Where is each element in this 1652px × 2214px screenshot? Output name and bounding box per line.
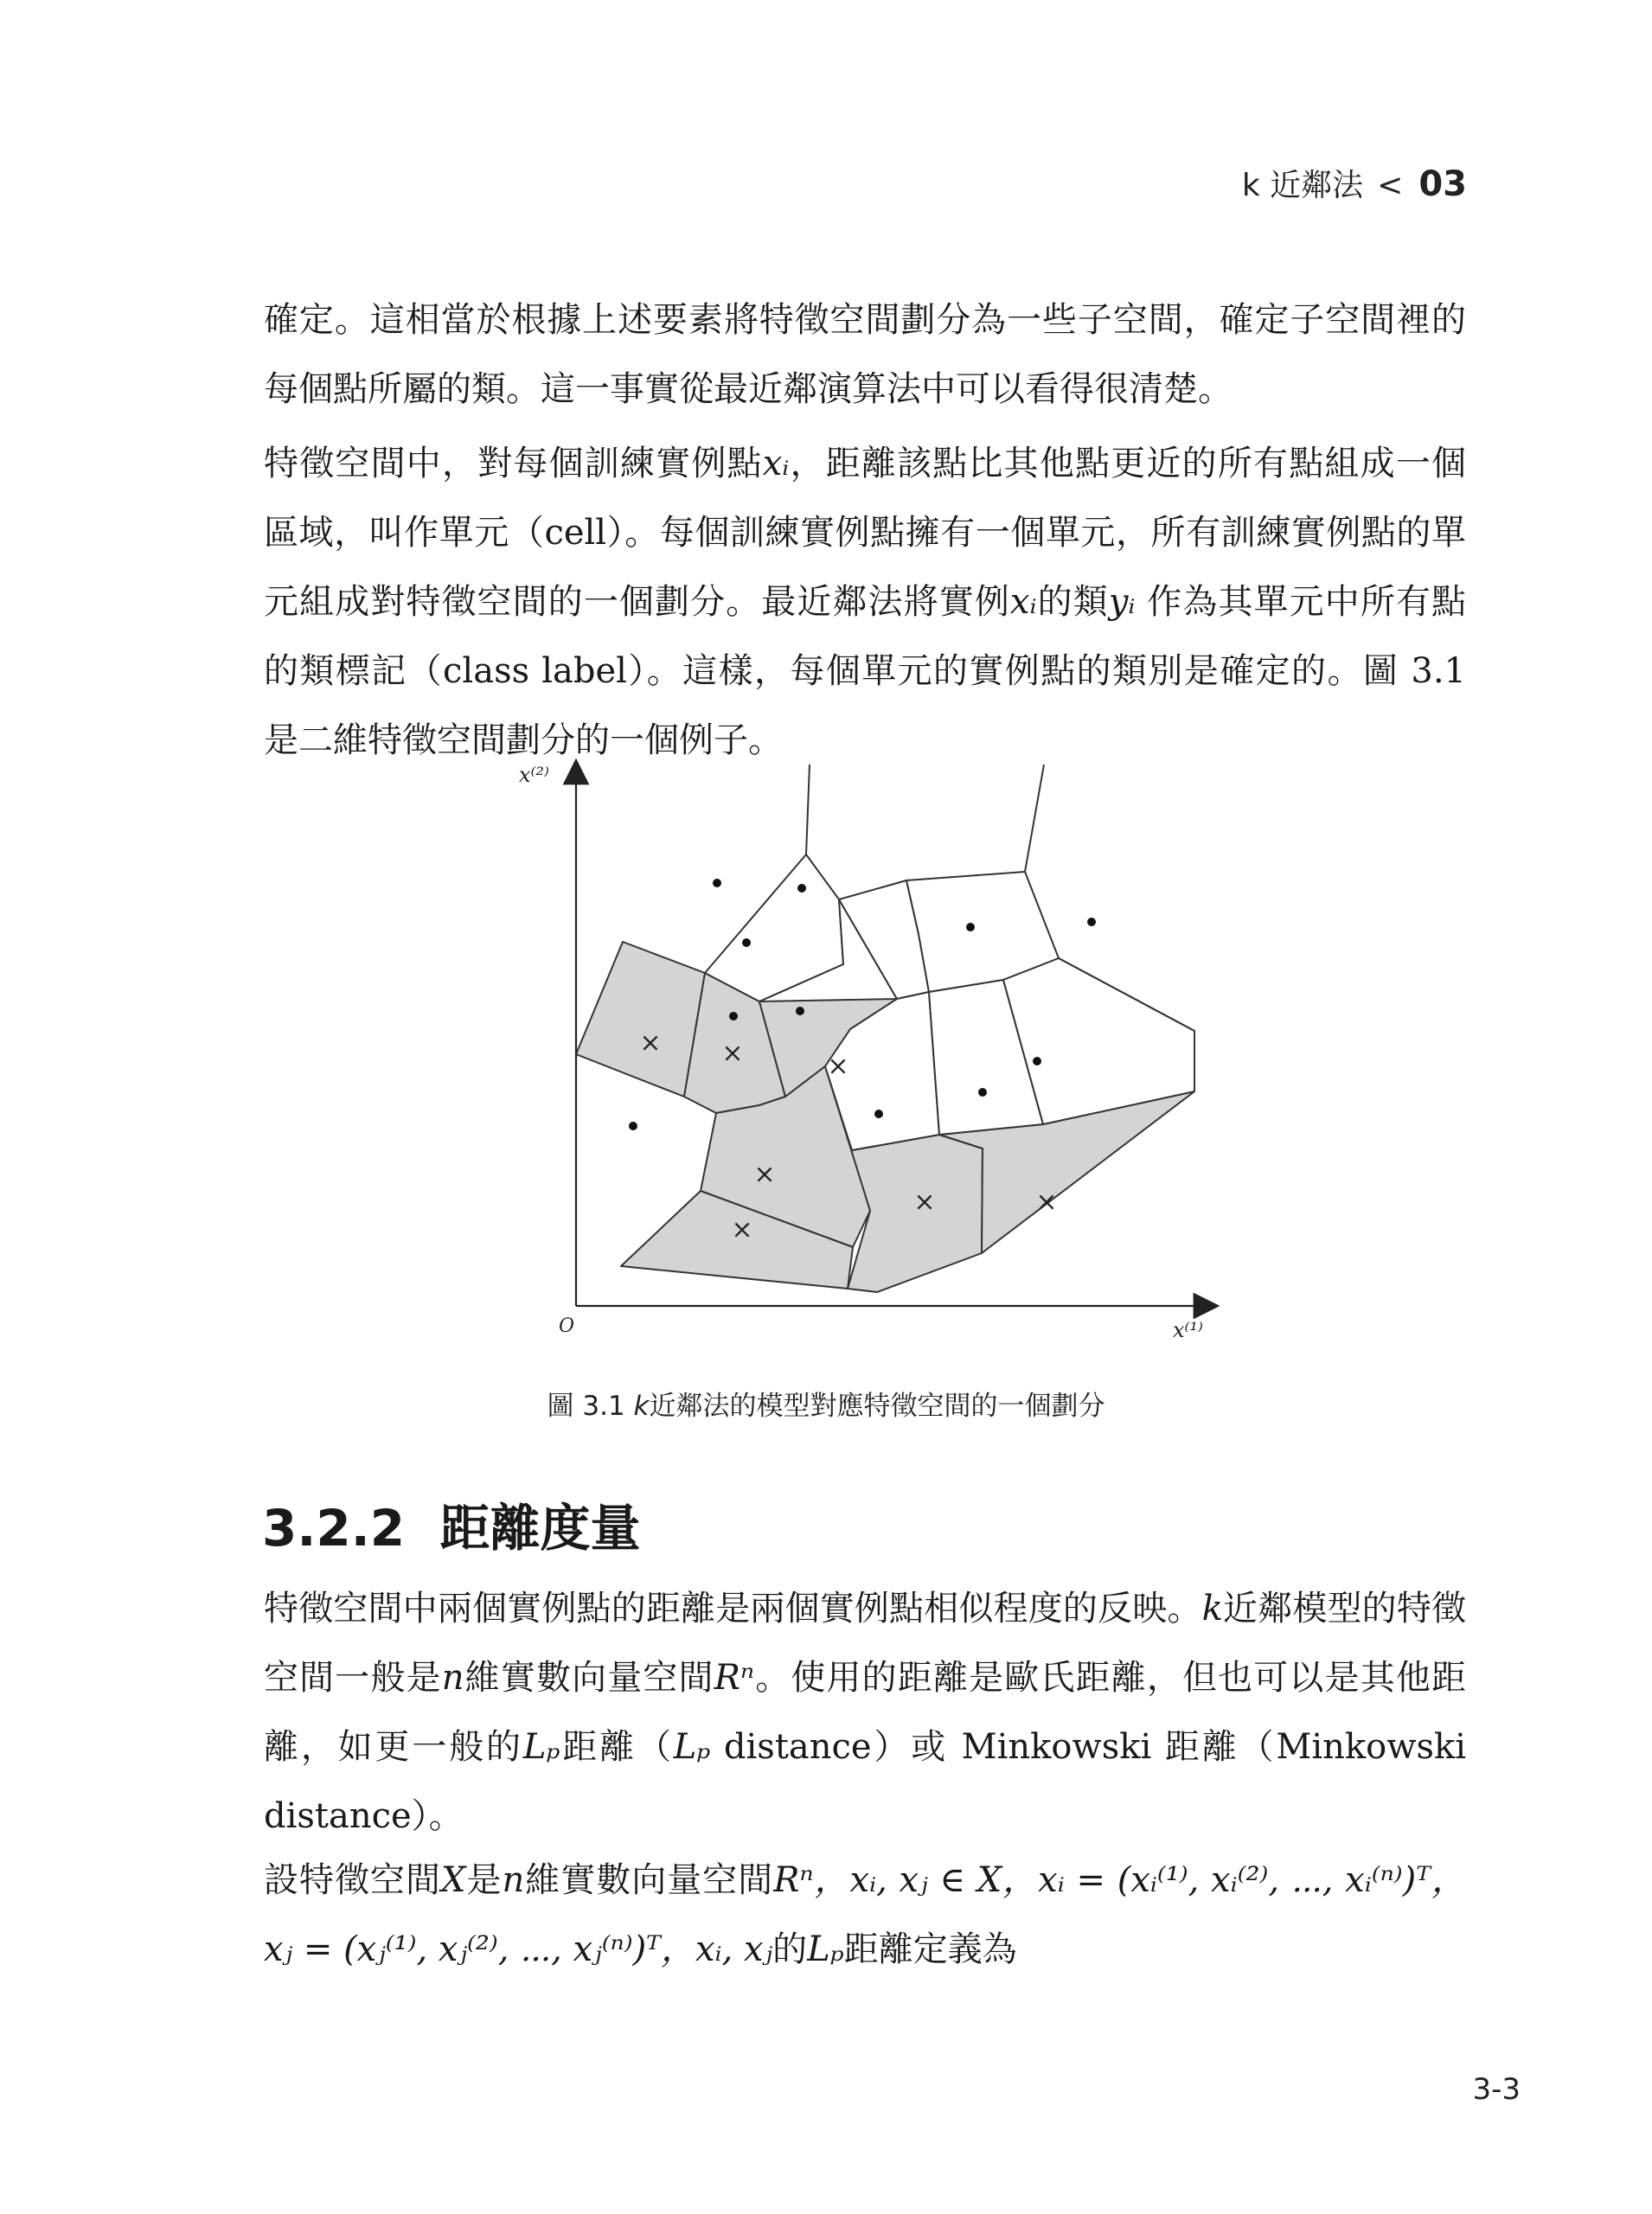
cross-point: × — [753, 1159, 776, 1190]
dot-point — [796, 1007, 804, 1015]
math-vectors: Rⁿ，xᵢ, xⱼ ∈ X，xᵢ = (xᵢ⁽¹⁾, xᵢ⁽²⁾, ⋯, xᵢ⁽ⁿ⁾)ᵀ，xⱼ = (xⱼ⁽¹⁾, xⱼ⁽²⁾, ⋯, xⱼ⁽ⁿ⁾)ᵀ，xᵢ, xⱼ — [264, 1860, 1467, 1969]
cross-point: × — [721, 1038, 744, 1069]
voronoi-edge — [1025, 765, 1044, 872]
section-heading: 3.2.2 距離度量 — [262, 1499, 641, 1558]
voronoi-edge — [806, 765, 810, 854]
dot-point — [966, 923, 975, 931]
paragraph-1: 確定。這相當於根據上述要素將特徵空間劃分為一些子空間，確定子空間裡的每個點所屬的類。這一事實從最近鄰演算法中可以看得很清楚。 — [264, 300, 1466, 409]
paragraph-4: 設特徵空間X是n維實數向量空間Rⁿ，xᵢ, xⱼ ∈ X，xᵢ = (xᵢ⁽¹⁾, xᵢ⁽²⁾, ⋯, xᵢ⁽ⁿ⁾)ᵀ，xⱼ = (xⱼ⁽¹⁾, xⱼ⁽²⁾, ⋯, xⱼ⁽ⁿ⁾)ᵀ，xᵢ, xⱼ的Lₚ距離定義為 — [264, 1860, 1467, 1969]
cross-point: × — [1035, 1187, 1058, 1218]
voronoi-figure — [519, 752, 1237, 1358]
cross-point: × — [639, 1027, 662, 1059]
dot-point — [742, 938, 751, 947]
dot-point — [729, 1012, 738, 1021]
math-yi: yᵢ — [1108, 582, 1136, 622]
paragraph-2: 特徵空間中，對每個訓練實例點xᵢ，距離該點比其他點更近的所有點組成一個區域，叫作單元（cell）。每個訓練實例點擁有一個單元，所有訓練實例點的單元組成對特徵空間的一個劃分。最近鄰法將實例xᵢ的類yᵢ 作為其單元中所有點的類標記（class label）。這樣，每個單元的實例點的類別是確定的。圖 3.1 是二維特徵空間劃分的一個例子。 — [264, 444, 1467, 760]
math-xi: xᵢ — [762, 444, 790, 483]
figure-caption: 圖 3.1 k近鄰法的模型對應特徵空間的一個劃分 — [547, 1391, 1105, 1422]
cross-point: × — [731, 1214, 753, 1245]
math-xi: xᵢ — [1009, 582, 1037, 622]
x-axis-label: x⁽¹⁾ — [1173, 1318, 1203, 1342]
dot-point — [1033, 1057, 1041, 1065]
chapter-number: 03 — [1418, 164, 1467, 204]
running-header — [1242, 161, 1467, 205]
paragraph-3: 特徵空間中兩個實例點的距離是兩個實例點相似程度的反映。k近鄰模型的特徵空間一般是n維實數向量空間Rⁿ。使用的距離是歐氏距離，但也可以是其他距離，如更一般的Lₚ距離（Lₚ distance）或 Minkowski 距離（Minkowski distance）。 — [264, 1589, 1467, 1836]
origin-label: O — [559, 1315, 575, 1337]
dot-point — [874, 1110, 883, 1118]
dot-point — [978, 1088, 987, 1097]
dot-point — [629, 1122, 637, 1130]
dot-point — [713, 879, 721, 887]
dot-point — [797, 884, 806, 893]
cross-point: × — [827, 1051, 849, 1082]
chapter-title: k 近鄰法 — [1241, 168, 1364, 203]
dot-point — [1087, 918, 1096, 926]
page-number: 3-3 — [1472, 2072, 1521, 2107]
y-axis-label: x⁽²⁾ — [519, 763, 549, 787]
cross-point: × — [913, 1187, 936, 1218]
cross-region-1 — [576, 942, 705, 1097]
header-separator: < — [1377, 168, 1404, 203]
